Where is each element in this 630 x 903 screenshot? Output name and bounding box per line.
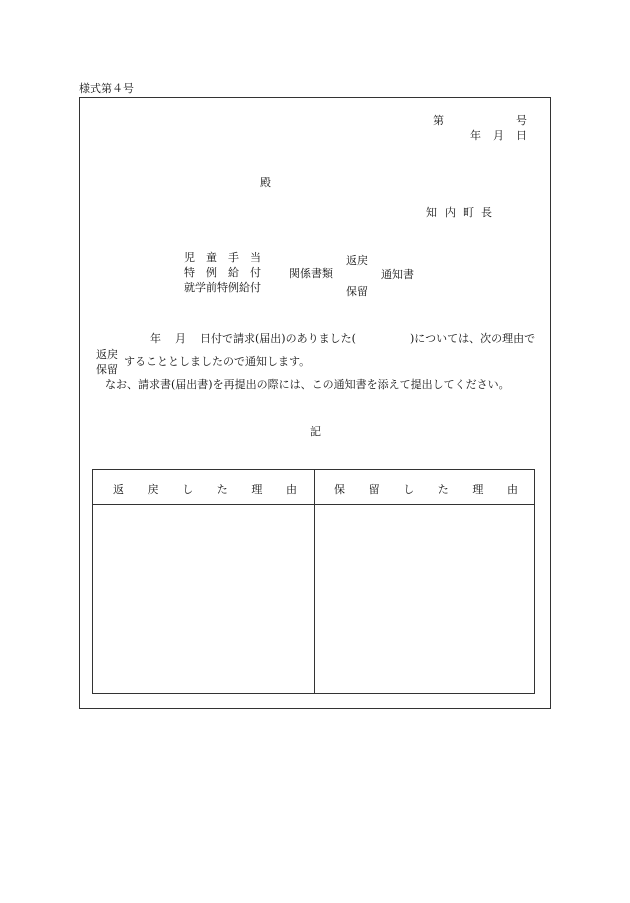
body-year: 年	[150, 332, 161, 345]
reason-table	[92, 469, 535, 694]
return-reason-field[interactable]	[94, 506, 313, 692]
related-documents: 関係書類	[289, 267, 333, 280]
body-resubmit-note: なお、請求書(届出書)を再提出の際には、この通知書を添えて提出してください。	[105, 378, 510, 391]
number-prefix: 第	[433, 114, 444, 127]
addressee-honorific: 殿	[260, 176, 271, 189]
number-suffix: 号	[516, 114, 527, 127]
benefit-special-payment: 特 例 給 付	[184, 266, 261, 279]
hold-reason-header: 保 留 し た 理 由	[334, 483, 518, 496]
hold-reason-field[interactable]	[316, 506, 534, 692]
issuer-char-3: 町	[463, 206, 474, 219]
notice-title: 通知書	[381, 268, 414, 281]
action-return: 返戻	[346, 254, 368, 267]
benefit-child-allowance: 児 童 手 当	[184, 251, 261, 264]
body-hold: 保留	[96, 363, 118, 376]
date-month: 月	[493, 129, 504, 142]
form-number-label: 様式第４号	[79, 82, 134, 95]
body-notify-text: することとしましたので通知します。	[124, 355, 311, 368]
issuer-char-1: 知	[426, 206, 437, 219]
ki-heading: 記	[310, 425, 321, 438]
table-divider-horizontal	[93, 504, 534, 505]
date-year: 年	[470, 129, 481, 142]
return-reason-header: 返 戻 し た 理 由	[113, 483, 297, 496]
body-return: 返戻	[96, 348, 118, 361]
issuer-char-4: 長	[481, 206, 492, 219]
body-month: 月	[175, 332, 186, 345]
benefit-preschool-special-payment: 就学前特例給付	[184, 281, 261, 294]
date-day: 日	[516, 129, 527, 142]
issuer-char-2: 内	[445, 206, 456, 219]
action-hold: 保留	[346, 285, 368, 298]
body-reason-text: )については、次の理由で	[410, 332, 536, 345]
body-request-text: 日付で請求(届出)のありました(	[200, 332, 356, 345]
